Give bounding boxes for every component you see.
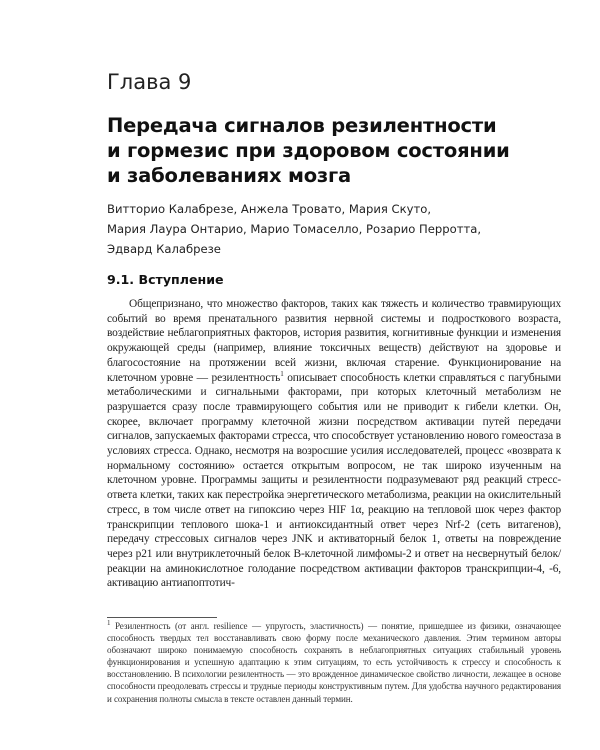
footnote-marker: 1 — [107, 618, 111, 627]
author-line: Витторио Калабрезе, Анжела Тровато, Мария Скуто, — [107, 202, 432, 216]
footnote-reference: 1 — [280, 369, 284, 378]
chapter-title-line: и заболеваниях мозга — [107, 164, 351, 187]
chapter-title-line: Передача сигналов резилентности — [107, 114, 497, 137]
body-text-part: Общепризнано, что множество факторов, таких как тяжесть и количество травмирующих событий во время пренатального развития нервной системы и подросткового возраста, воздействие неблагоприятных факторов, история развития, когнитивные функции и изменения окружающей среды (например, влияние токсичных веществ) действуют на здоровье и благосостояние на протяжении всей жизни, включая старение. Функционирование на клеточном уровне — резилентность — [107, 298, 561, 384]
chapter-title — [107, 113, 547, 188]
author-line: Мария Лаура Онтарио, Марио Томаселло, Розарио Перротта, — [107, 222, 482, 236]
chapter-label: Глава 9 — [107, 70, 192, 94]
author-line: Эдвард Калабрезе — [107, 242, 221, 256]
chapter-title-line: и гормезис при здоровом состоянии — [107, 139, 510, 162]
footnote — [107, 620, 561, 705]
body-paragraph — [107, 297, 561, 591]
author-list — [107, 199, 557, 259]
footnote-divider — [107, 617, 217, 618]
section-heading: 9.1. Вступление — [107, 272, 224, 287]
body-text-part: описывает способность клетки справляться с пагубными метаболическими и сигнальными факторами, при которых клеточный метаболизм не разрушается сразу после травмирующего события или не приводит к гибели клетки. Он, скорее, включает программу клеточной жизни посредством активации путей передачи сигналов, запускаемых факторами стресса, что способствует установлению нового гомеостаза в условиях стресса. Однако, несмотря на возросшие усилия исследователей, процесс «возврата к нормальному состоянию» остается открытым вопросом, не так широко изученным на клеточном уровне. Программы защиты и резилентности подразумевают ряд реакций стресс-ответа клетки, таких как перестройка энергетического метаболизма, реакции на окислительный стресс, в том числе ответ на гипоксию через HIF 1α, реакцию на тепловой шок через фактор транскрипции теплового шока-1 и антиоксидантный ответ через Nrf-2 (сеть витагенов), передачу стрессовых сигналов через JNK и активаторный белок 1, ответы на повреждение через p21 или внутриклеточный белок В-клеточной лимфомы-2 и ответ на несвернутый белок/реакции на аминокислотное голодание посредством активации факторов транскрипции-4, -6, активацию антиапоптотич- — [107, 371, 561, 590]
footnote-text: Резилентность (от англ. resilience — упругость, эластичность) — понятие, пришедшее из физики, означающее способность твердых тел восстанавливать свою форму после механического давления. Этим термином авторы обозначают широко понимаемую способность сохранять в неблагоприятных ситуациях стабильный уровень функционирования и успешную адаптацию к этим ситуациям, то есть устойчивость к стрессу и способность к восстановлению. В психологии резилентность — это врожденное динамическое свойство личности, лежащее в основе способности преодолевать стрессы и трудные периоды конструктивным путем. Для удобства научного редактирования и сохранения полноты смысла в тексте оставлен данный термин. — [107, 621, 561, 704]
